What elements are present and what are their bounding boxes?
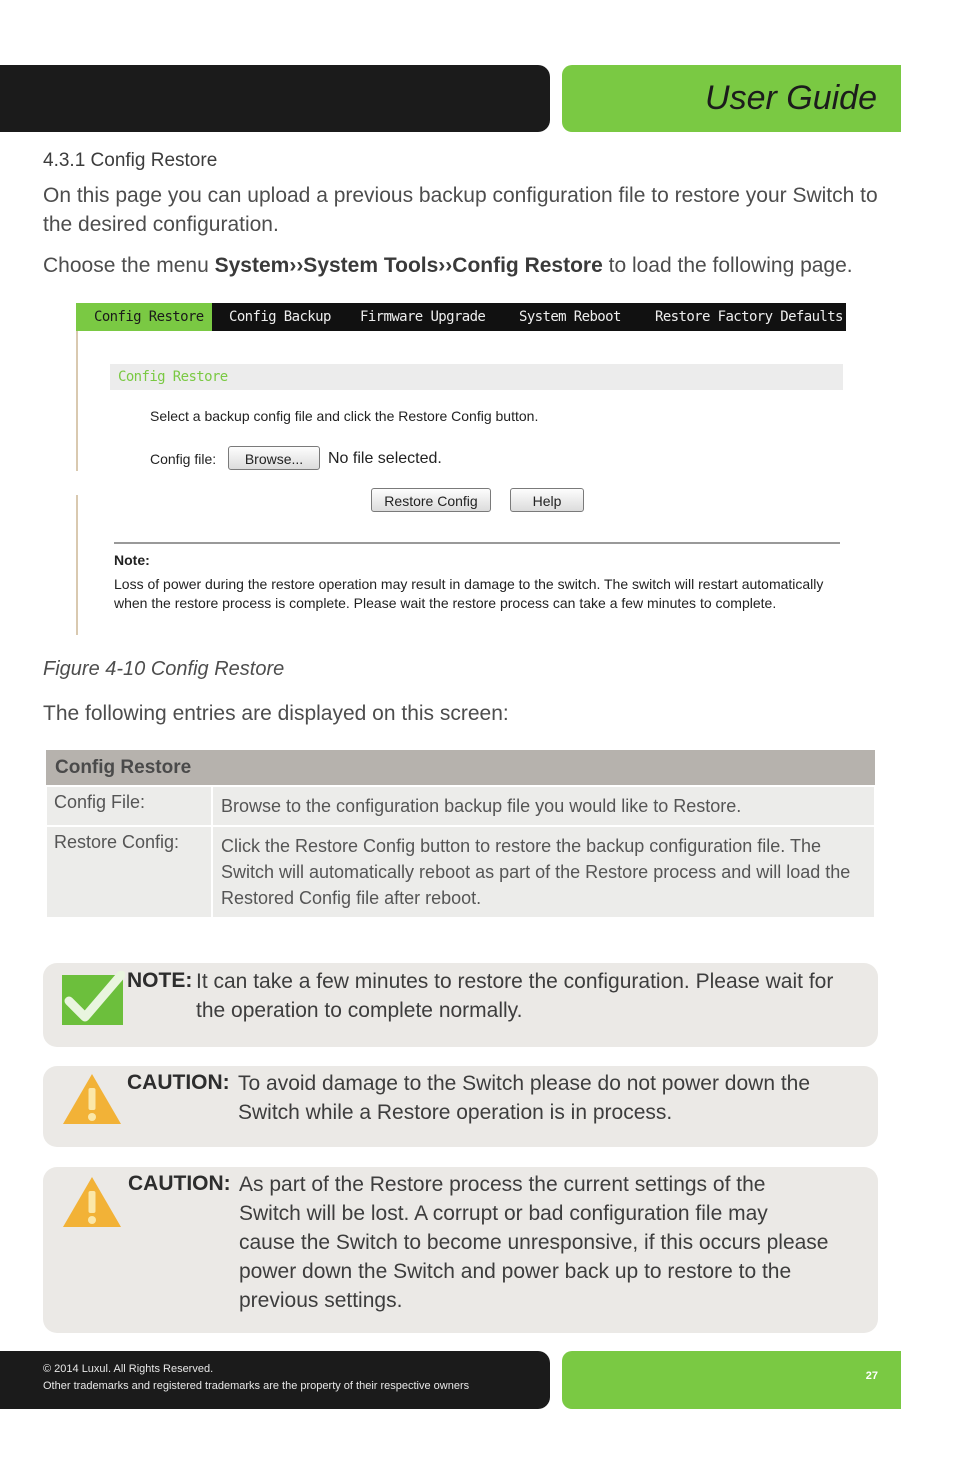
note-callout-label: NOTE: <box>127 969 193 992</box>
tab-bar <box>76 303 846 331</box>
caution-callout <box>43 1066 878 1147</box>
footer-page-panel <box>562 1351 901 1409</box>
table-header: Config Restore <box>46 750 875 786</box>
caution-label: CAUTION: <box>127 1071 230 1094</box>
table-value: Browse to the configuration backup file you would like to Restore. <box>212 786 875 826</box>
panel-left-border <box>76 495 78 635</box>
footer-bar <box>0 1351 550 1409</box>
note-callout-text: It can take a few minutes to restore the configuration. Please wait for the operation to complete normally. <box>196 970 834 1022</box>
panel-instruction: Select a backup config file and click the Restore Config button. <box>150 408 539 424</box>
menu-instruction <box>43 254 853 278</box>
menu-prefix: Choose the menu <box>43 254 215 277</box>
note-label: Note: <box>114 552 150 568</box>
section-heading: 4.3.1 Config Restore <box>43 150 218 171</box>
menu-path: System››System Tools››Config Restore <box>214 254 603 277</box>
header-title: User Guide <box>705 79 877 117</box>
section-intro: On this page you can upload a previous backup configuration file to restore your Switch to the desired configuration. <box>43 184 878 236</box>
header-bar <box>0 65 550 132</box>
trademark-notice: Other trademarks and registered trademarks are the property of their respective owners <box>43 1380 470 1392</box>
table-key: Config File: <box>46 786 212 826</box>
caution-callout <box>43 1167 878 1333</box>
copyright: © 2014 Luxul. All Rights Reserved. <box>43 1363 214 1375</box>
menu-suffix: to load the following page. <box>602 254 853 277</box>
figure-caption: Figure 4-10 Config Restore <box>43 658 285 680</box>
header-title-panel <box>562 65 901 132</box>
tab-config-backup[interactable]: Config Backup <box>229 309 331 325</box>
tab-system-reboot[interactable]: System Reboot <box>519 309 621 325</box>
note-text: Loss of power during the restore operation may result in damage to the switch. The switch will restart automatically when the restore process is complete. Please wait the restore process can take a few minutes to complete. <box>114 576 824 611</box>
table-row <box>46 826 875 918</box>
table-key: Restore Config: <box>46 826 212 918</box>
config-restore-screenshot <box>76 303 846 638</box>
caution-text: To avoid damage to the Switch please do not power down the Switch while a Restore operation is in process. <box>238 1072 811 1124</box>
table-row <box>46 786 875 826</box>
panel-header <box>110 364 843 390</box>
warning-triangle-icon <box>61 1175 123 1229</box>
note-callout <box>43 963 878 1047</box>
divider <box>114 542 840 544</box>
config-file-label: Config file: <box>150 451 217 467</box>
page-number: 27 <box>865 1370 878 1382</box>
panel-title: Config Restore <box>118 369 228 385</box>
entries-intro: The following entries are displayed on this screen: <box>43 702 509 725</box>
browse-button[interactable]: Browse... <box>228 446 320 470</box>
tab-firmware-upgrade[interactable]: Firmware Upgrade <box>360 309 486 325</box>
table-value: Click the Restore Config button to restore the backup configuration file. The Switch will automatically reboot as part of the Restore process and will load the Restored Config file after reboot. <box>212 826 875 918</box>
checkmark-icon <box>61 971 125 1027</box>
tab-config-restore[interactable]: Config Restore <box>76 303 212 331</box>
file-status: No file selected. <box>328 450 442 467</box>
restore-config-button[interactable]: Restore Config <box>371 488 491 512</box>
warning-triangle-icon <box>61 1072 123 1126</box>
tab-restore-factory-defaults[interactable]: Restore Factory Defaults <box>655 309 843 325</box>
caution-label: CAUTION: <box>128 1172 231 1195</box>
entries-table <box>45 750 876 919</box>
panel-left-border <box>76 331 78 471</box>
caution-text: As part of the Restore process the current settings of the Switch will be lost. A corrupt or bad configuration file may cause the Switch to become unresponsive, if this occurs please power down the Switch and power back up to restore to the previous settings. <box>239 1173 829 1312</box>
table-header-row <box>46 750 875 786</box>
help-button[interactable]: Help <box>510 488 584 512</box>
